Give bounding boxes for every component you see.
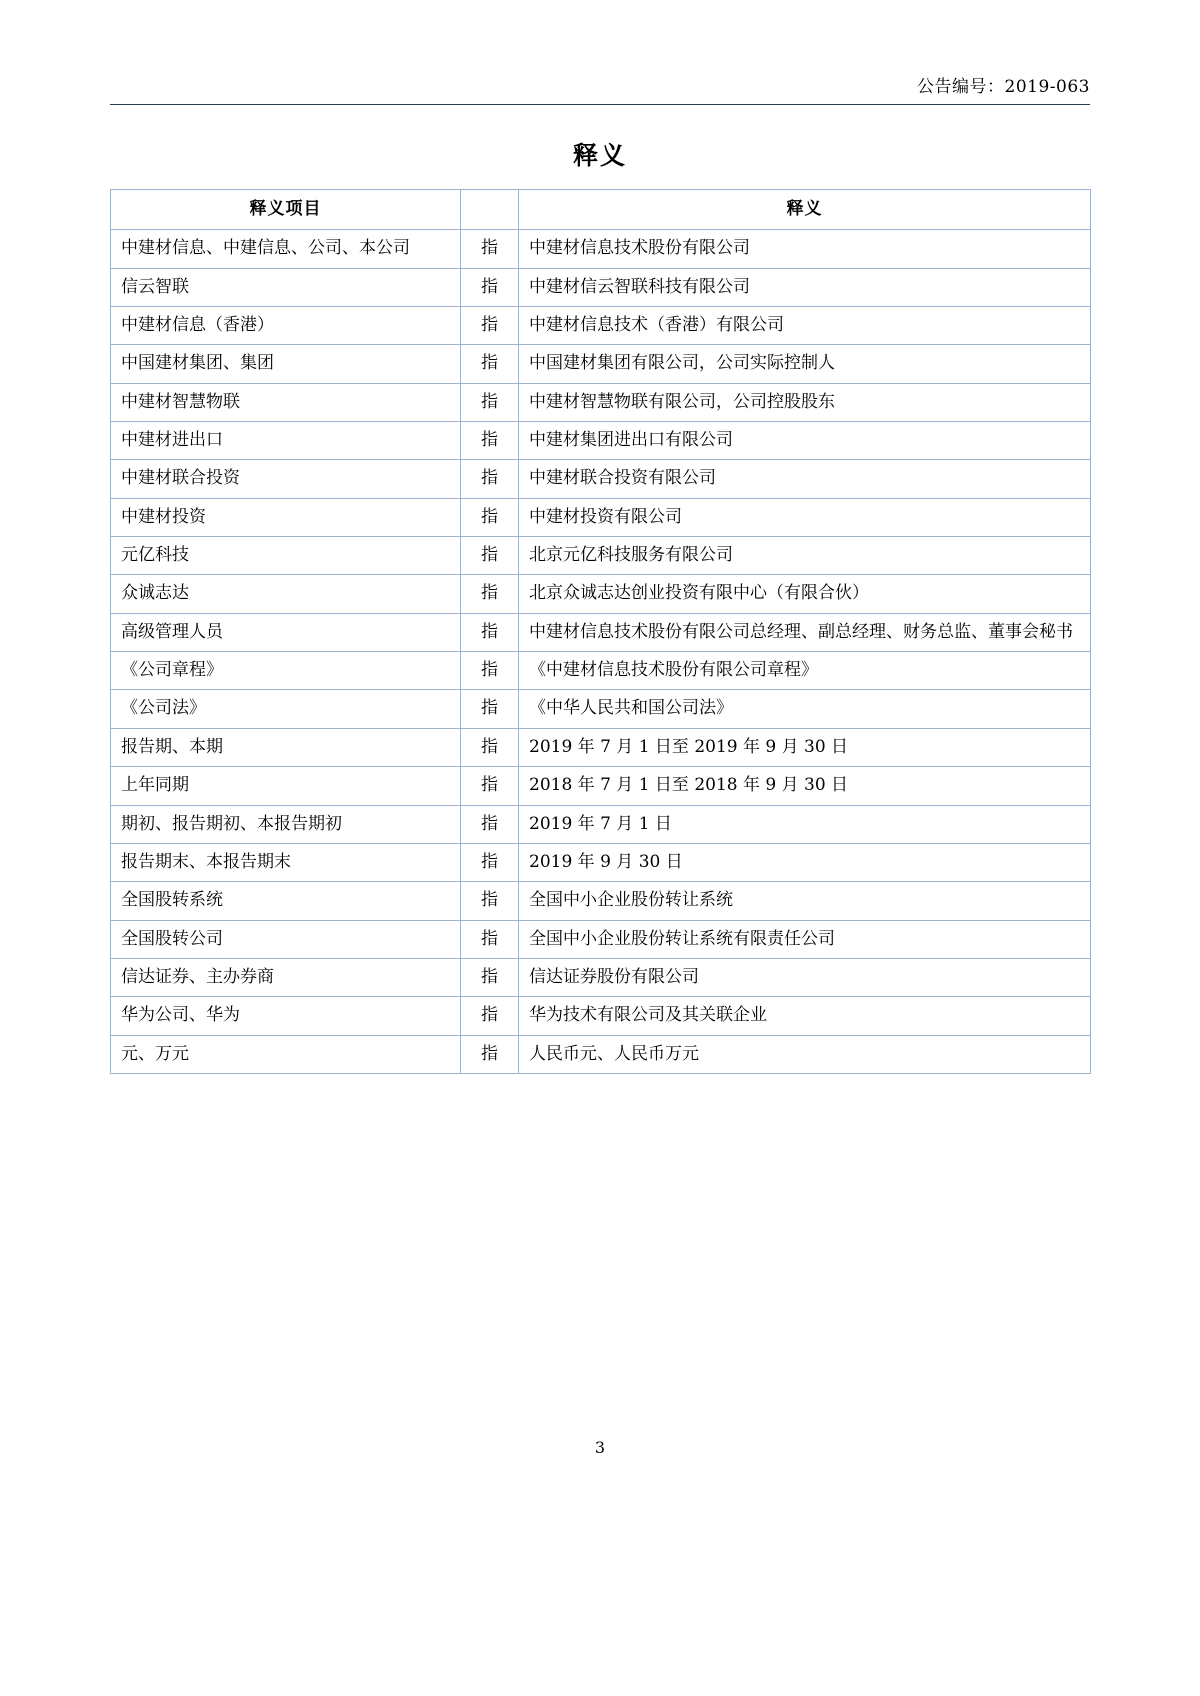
table-row <box>111 613 1091 651</box>
definition-relation: 指 <box>461 652 519 690</box>
definition-term: 中建材投资 <box>111 498 461 536</box>
definition-text: 中建材信息技术股份有限公司 <box>519 230 1091 268</box>
definition-term: 华为公司、华为 <box>111 997 461 1035</box>
definition-text: 北京众诚志达创业投资有限中心（有限合伙） <box>519 575 1091 613</box>
definition-term: 上年同期 <box>111 767 461 805</box>
definition-relation: 指 <box>461 997 519 1035</box>
definition-term: 报告期、本期 <box>111 728 461 766</box>
table-row <box>111 307 1091 345</box>
definition-relation: 指 <box>461 767 519 805</box>
definition-term: 众诚志达 <box>111 575 461 613</box>
table-header-row <box>111 190 1091 230</box>
definition-relation: 指 <box>461 613 519 651</box>
definition-relation: 指 <box>461 690 519 728</box>
definition-text: 北京元亿科技服务有限公司 <box>519 537 1091 575</box>
definition-relation: 指 <box>461 537 519 575</box>
definition-text: 2019 年 9 月 30 日 <box>519 843 1091 881</box>
table-row <box>111 728 1091 766</box>
definition-relation: 指 <box>461 383 519 421</box>
definition-term: 中建材进出口 <box>111 422 461 460</box>
table-row <box>111 345 1091 383</box>
definition-text: 中建材投资有限公司 <box>519 498 1091 536</box>
definition-term: 期初、报告期初、本报告期初 <box>111 805 461 843</box>
table-row <box>111 383 1091 421</box>
definition-relation: 指 <box>461 843 519 881</box>
definition-term: 全国股转系统 <box>111 882 461 920</box>
table-row <box>111 843 1091 881</box>
table-row <box>111 1035 1091 1073</box>
definition-relation: 指 <box>461 805 519 843</box>
definition-text: 2019 年 7 月 1 日 <box>519 805 1091 843</box>
definition-term: 高级管理人员 <box>111 613 461 651</box>
definition-relation: 指 <box>461 958 519 996</box>
definition-term: 信云智联 <box>111 268 461 306</box>
definition-term: 《公司章程》 <box>111 652 461 690</box>
table-row <box>111 460 1091 498</box>
definition-relation: 指 <box>461 1035 519 1073</box>
page-number: 3 <box>594 1438 606 1457</box>
definition-text: 中建材集团进出口有限公司 <box>519 422 1091 460</box>
definition-text: 中建材信息技术股份有限公司总经理、副总经理、财务总监、董事会秘书 <box>519 613 1091 651</box>
table-row <box>111 422 1091 460</box>
column-header-term: 释义项目 <box>111 190 461 230</box>
definition-text: 全国中小企业股份转让系统有限责任公司 <box>519 920 1091 958</box>
definition-term: 报告期末、本报告期末 <box>111 843 461 881</box>
table-row <box>111 537 1091 575</box>
definition-term: 中国建材集团、集团 <box>111 345 461 383</box>
definition-text: 华为技术有限公司及其关联企业 <box>519 997 1091 1035</box>
definition-text: 中建材智慧物联有限公司，公司控股股东 <box>519 383 1091 421</box>
definition-relation: 指 <box>461 345 519 383</box>
definition-term: 元亿科技 <box>111 537 461 575</box>
definition-text: 中建材信云智联科技有限公司 <box>519 268 1091 306</box>
definition-text: 信达证券股份有限公司 <box>519 958 1091 996</box>
definition-term: 全国股转公司 <box>111 920 461 958</box>
definition-text: 2019 年 7 月 1 日至 2019 年 9 月 30 日 <box>519 728 1091 766</box>
definition-relation: 指 <box>461 307 519 345</box>
definition-relation: 指 <box>461 728 519 766</box>
table-row <box>111 805 1091 843</box>
table-row <box>111 690 1091 728</box>
definition-term: 元、万元 <box>111 1035 461 1073</box>
table-row <box>111 997 1091 1035</box>
table-row <box>111 652 1091 690</box>
definitions-table <box>110 189 1091 1074</box>
definition-relation: 指 <box>461 920 519 958</box>
page-title: 释义 <box>572 141 627 170</box>
definition-term: 《公司法》 <box>111 690 461 728</box>
definition-term: 中建材联合投资 <box>111 460 461 498</box>
definition-term: 中建材信息（香港） <box>111 307 461 345</box>
definition-text: 中建材联合投资有限公司 <box>519 460 1091 498</box>
definition-text: 《中建材信息技术股份有限公司章程》 <box>519 652 1091 690</box>
table-row <box>111 958 1091 996</box>
definition-relation: 指 <box>461 268 519 306</box>
column-header-definition: 释义 <box>519 190 1091 230</box>
definition-text: 人民币元、人民币万元 <box>519 1035 1091 1073</box>
definition-text: 中国建材集团有限公司，公司实际控制人 <box>519 345 1091 383</box>
definition-text: 全国中小企业股份转让系统 <box>519 882 1091 920</box>
definition-text: 2018 年 7 月 1 日至 2018 年 9 月 30 日 <box>519 767 1091 805</box>
table-row <box>111 920 1091 958</box>
definition-term: 中建材信息、中建信息、公司、本公司 <box>111 230 461 268</box>
definition-text: 中建材信息技术（香港）有限公司 <box>519 307 1091 345</box>
announcement-number: 公告编号：2019-063 <box>917 77 1090 97</box>
table-row <box>111 882 1091 920</box>
table-row <box>111 498 1091 536</box>
table-row <box>111 575 1091 613</box>
definition-text: 《中华人民共和国公司法》 <box>519 690 1091 728</box>
header-divider <box>110 104 1090 105</box>
definition-term: 中建材智慧物联 <box>111 383 461 421</box>
table-row <box>111 230 1091 268</box>
definition-term: 信达证券、主办券商 <box>111 958 461 996</box>
table-row <box>111 767 1091 805</box>
table-row <box>111 268 1091 306</box>
definition-relation: 指 <box>461 882 519 920</box>
definition-relation: 指 <box>461 498 519 536</box>
column-header-blank <box>461 190 519 230</box>
definition-relation: 指 <box>461 230 519 268</box>
definition-relation: 指 <box>461 575 519 613</box>
definition-relation: 指 <box>461 460 519 498</box>
definition-relation: 指 <box>461 422 519 460</box>
